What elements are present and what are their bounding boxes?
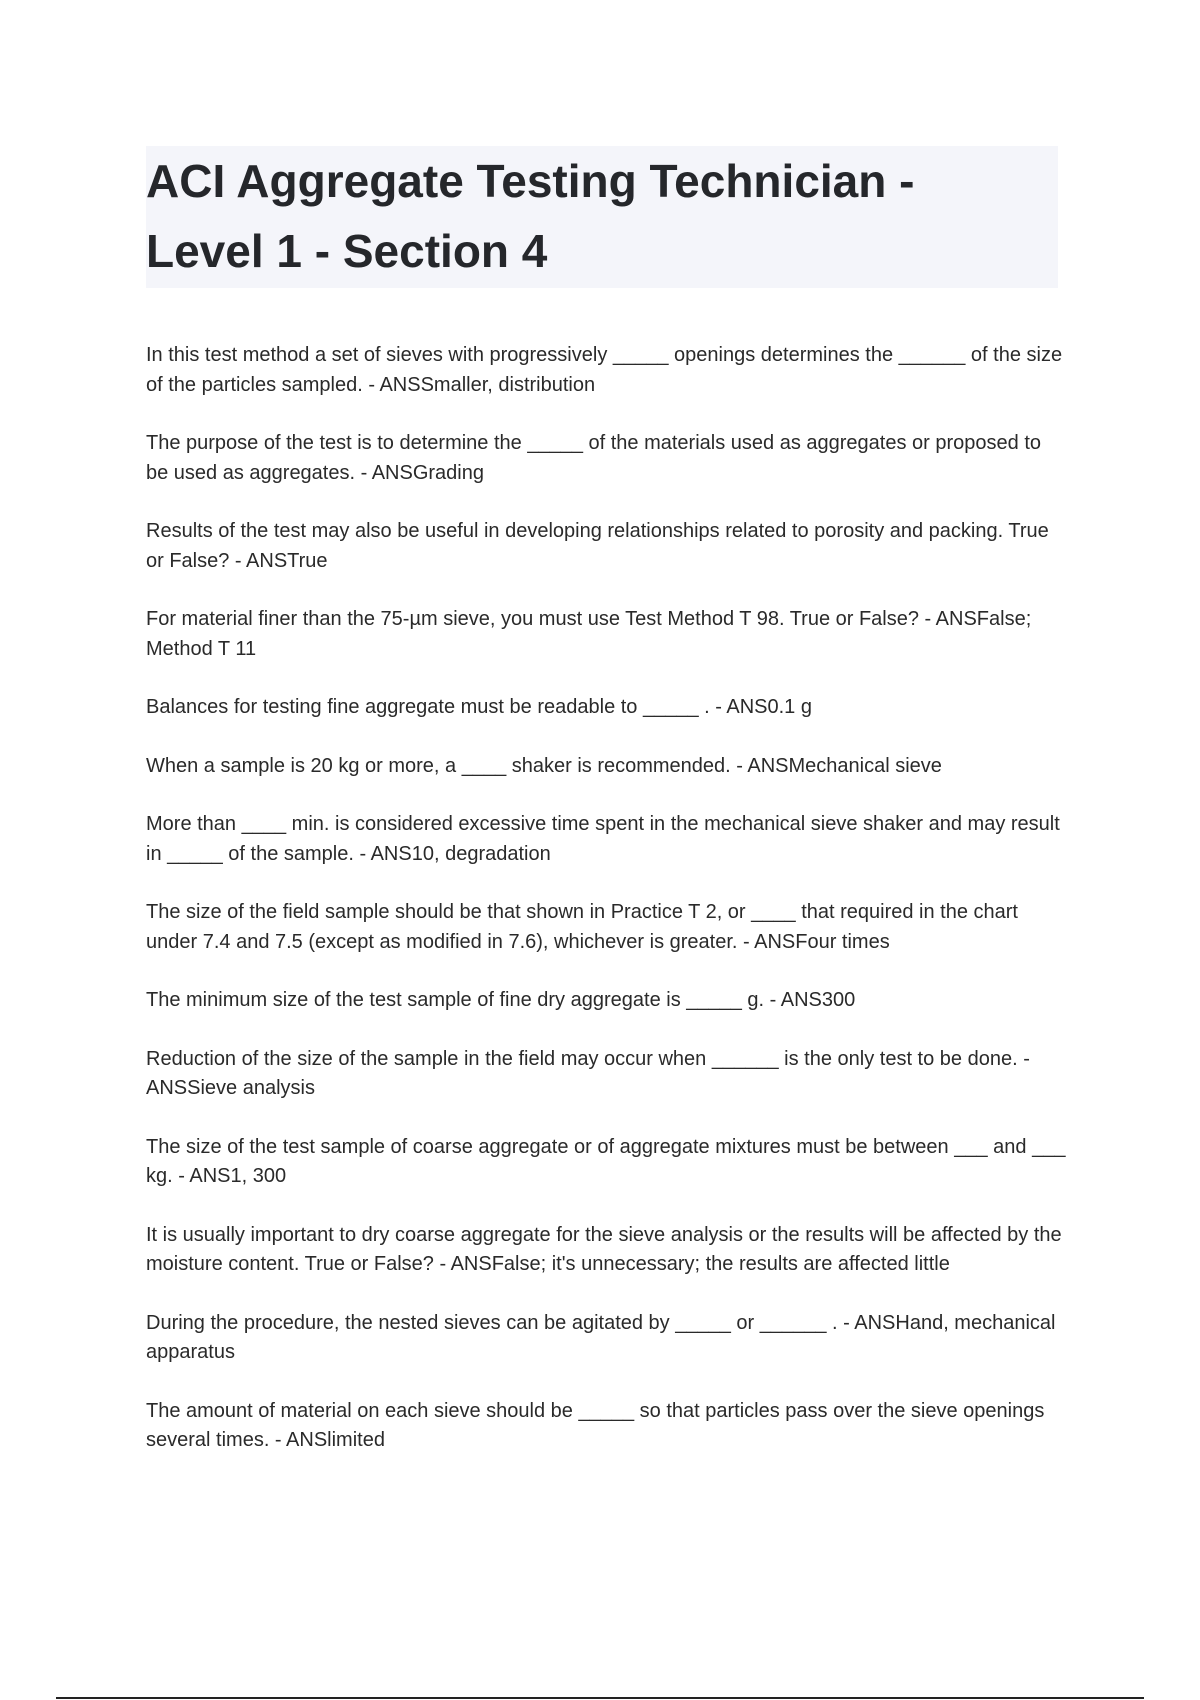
question-item-7: More than ____ min. is considered excessive time spent in the mechanical sieve shaker and may result in _____ of the sample. - ANS10, degradation [146, 813, 1060, 865]
title-banner [146, 146, 1058, 288]
question-item-9: The minimum size of the test sample of fine dry aggregate is _____ g. - ANS300 [146, 989, 856, 1011]
question-item-3: Results of the test may also be useful in developing relationships related to porosity and packing. True or False? - ANSTrue [146, 520, 1049, 572]
question-item-11: The size of the test sample of coarse aggregate or of aggregate mixtures must be between ___ and ___ kg. - ANS1, 300 [146, 1135, 1066, 1187]
question-item-10: Reduction of the size of the sample in the field may occur when ______ is the only test to be done. - ANSSieve analysis [146, 1047, 1030, 1099]
question-item-14: The amount of material on each sieve should be _____ so that particles pass over the sieve openings several times. - ANSlimited [146, 1399, 1045, 1451]
question-list [146, 341, 1066, 1485]
question-item-5: Balances for testing fine aggregate must be readable to _____ . - ANS0.1 g [146, 696, 812, 718]
document-title: ACI Aggregate Testing Technician - Level 1 - Section 4 [146, 155, 915, 277]
question-item-4: For material finer than the 75-µm sieve, you must use Test Method T 98. True or False? - ANSFalse; Method T 11 [146, 608, 1032, 660]
question-item-1: In this test method a set of sieves with progressively _____ openings determines the ______ of the size of the particles sampled. - ANSSmaller, distribution [146, 344, 1063, 396]
question-item-13: During the procedure, the nested sieves can be agitated by _____ or ______ . - ANSHand, mechanical apparatus [146, 1311, 1056, 1363]
footer-divider [56, 1697, 1144, 1699]
question-item-12: It is usually important to dry coarse aggregate for the sieve analysis or the results will be affected by the moisture content. True or False? - ANSFalse; it's unnecessary; the results are affected little [146, 1223, 1062, 1275]
question-item-6: When a sample is 20 kg or more, a ____ shaker is recommended. - ANSMechanical sieve [146, 754, 942, 777]
question-item-2: The purpose of the test is to determine the _____ of the materials used as aggregates or proposed to be used as aggregates. - ANSGrading [146, 432, 1041, 484]
question-item-8: The size of the field sample should be that shown in Practice T 2, or ____ that required in the chart under 7.4 and 7.5 (except as modified in 7.6), whichever is greater. - ANSFour times [146, 901, 1018, 953]
